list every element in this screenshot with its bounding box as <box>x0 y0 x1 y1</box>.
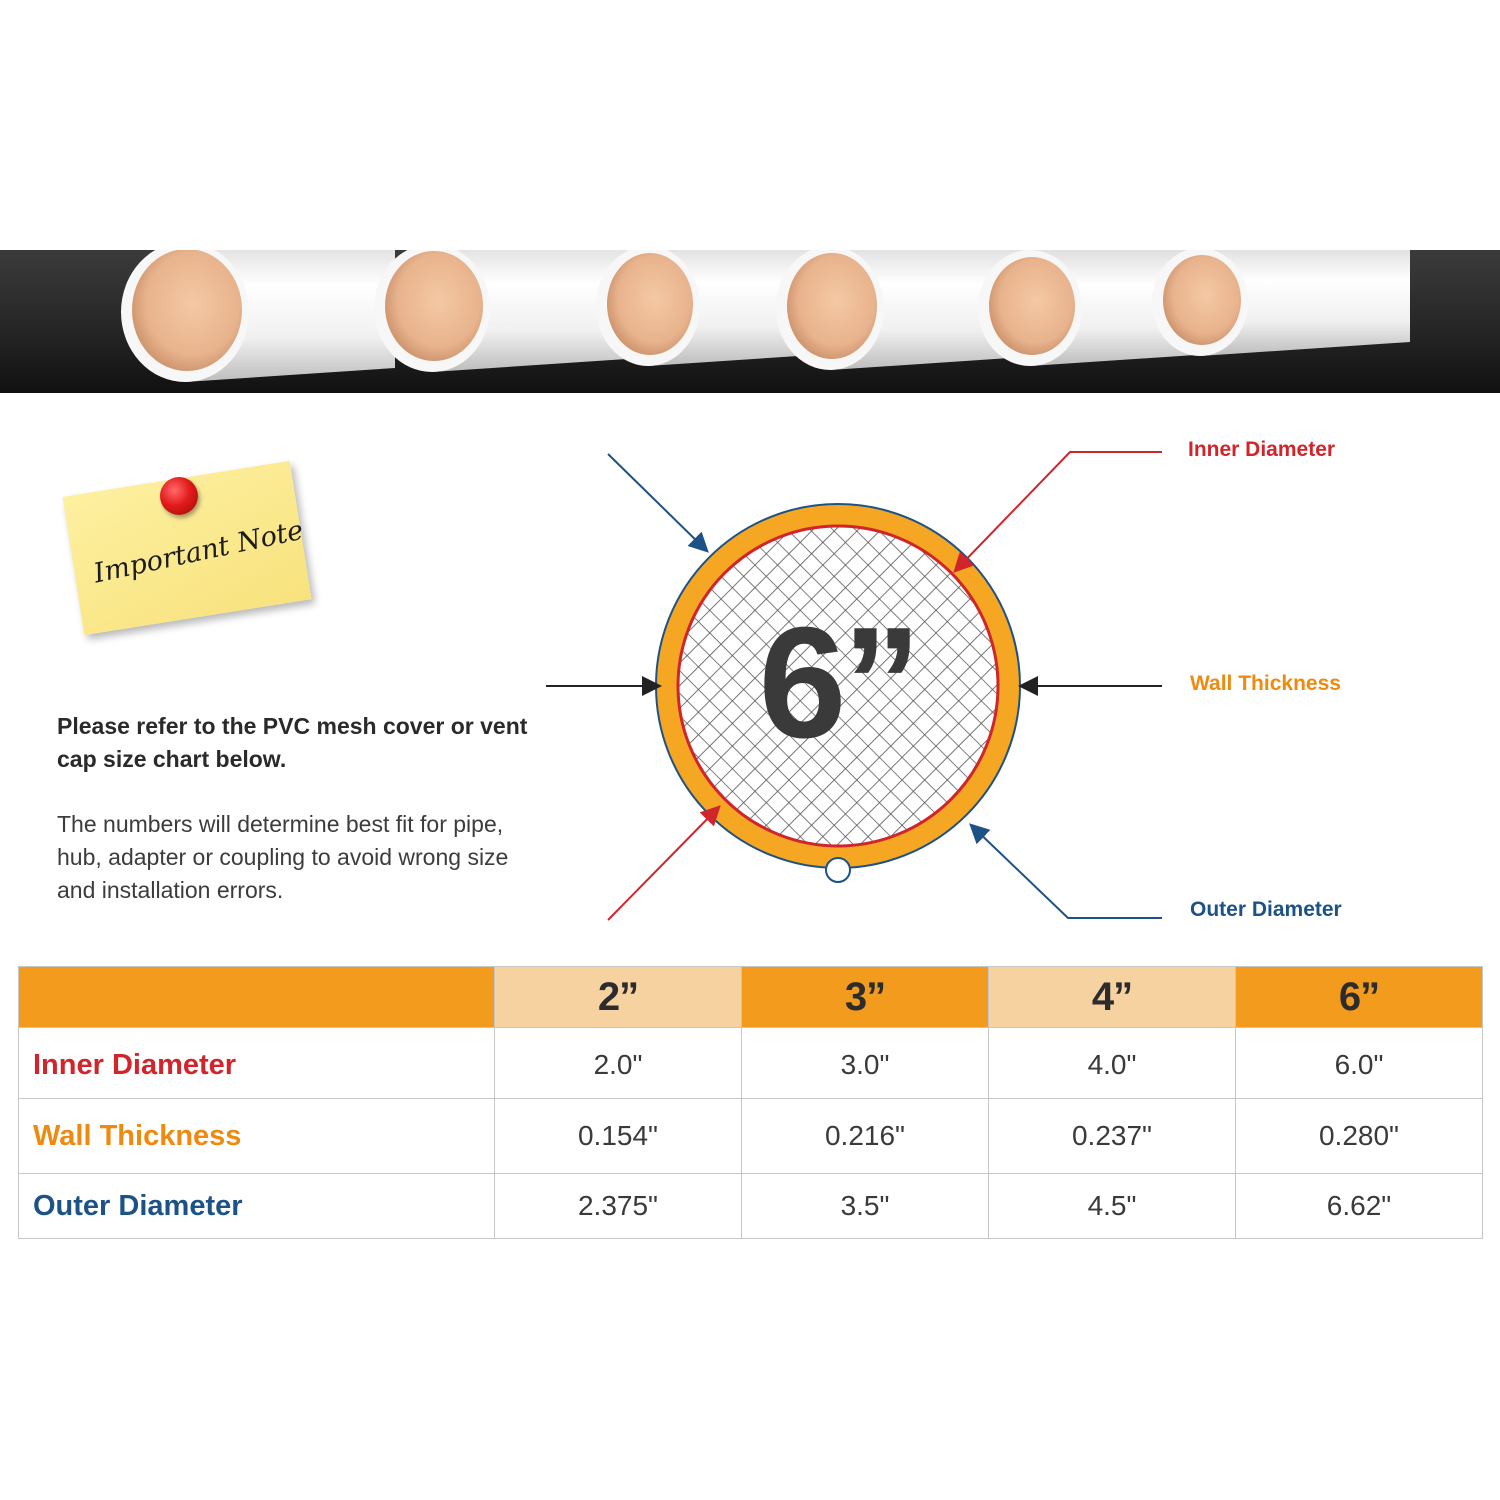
table-header-corner <box>19 967 495 1028</box>
size-chart-instruction: Please refer to the PVC mesh cover or vent cap size chart below. <box>57 713 528 772</box>
row-label-inner-diameter: Inner Diameter <box>19 1028 495 1099</box>
table-row <box>19 1174 1483 1239</box>
table-cell: 0.280" <box>1236 1099 1483 1174</box>
callout-inner-diameter: Inner Diameter <box>1188 438 1336 461</box>
table-cell: 0.216" <box>742 1099 989 1174</box>
inner-diameter-arrow-bottom <box>608 808 718 920</box>
row-label-outer-diameter: Outer Diameter <box>19 1174 495 1239</box>
table-header-row <box>19 967 1483 1028</box>
sticky-note-text: Important Note <box>90 514 306 590</box>
pvc-pipe <box>121 250 395 382</box>
table-header-3in: 3” <box>742 967 989 1028</box>
table-cell: 6.62" <box>1236 1174 1483 1239</box>
size-chart-explanation: The numbers will determine best fit for pipe, hub, adapter or coupling to avoid wrong size and installation errors. <box>57 811 509 903</box>
table-header-6in: 6” <box>1236 967 1483 1028</box>
table-cell: 2.375" <box>495 1174 742 1239</box>
table-cell: 3.0" <box>742 1028 989 1099</box>
inner-diameter-leader <box>956 452 1162 570</box>
table-cell: 4.5" <box>989 1174 1236 1239</box>
table-cell: 3.5" <box>742 1174 989 1239</box>
pvc-pipes-banner <box>0 250 1500 393</box>
pvc-pipe <box>1152 250 1410 356</box>
pipe-size-label: 6” <box>758 595 918 771</box>
table-cell: 2.0" <box>495 1028 742 1099</box>
table-row <box>19 1028 1483 1099</box>
callout-outer-diameter: Outer Diameter <box>1190 898 1342 921</box>
outer-diameter-arrow-top <box>608 454 706 550</box>
pipe-size-table <box>18 966 1483 1239</box>
row-label-wall-thickness: Wall Thickness <box>19 1099 495 1174</box>
push-pin-icon <box>160 477 198 515</box>
table-cell: 4.0" <box>989 1028 1236 1099</box>
table-row <box>19 1099 1483 1174</box>
table-header-2in: 2” <box>495 967 742 1028</box>
callout-wall-thickness: Wall Thickness <box>1190 672 1341 695</box>
pipe-cross-section-diagram <box>540 440 1500 940</box>
outer-diameter-leader <box>972 826 1162 918</box>
table-cell: 0.237" <box>989 1099 1236 1174</box>
table-header-4in: 4” <box>989 967 1236 1028</box>
table-cell: 6.0" <box>1236 1028 1483 1099</box>
table-cell: 0.154" <box>495 1099 742 1174</box>
